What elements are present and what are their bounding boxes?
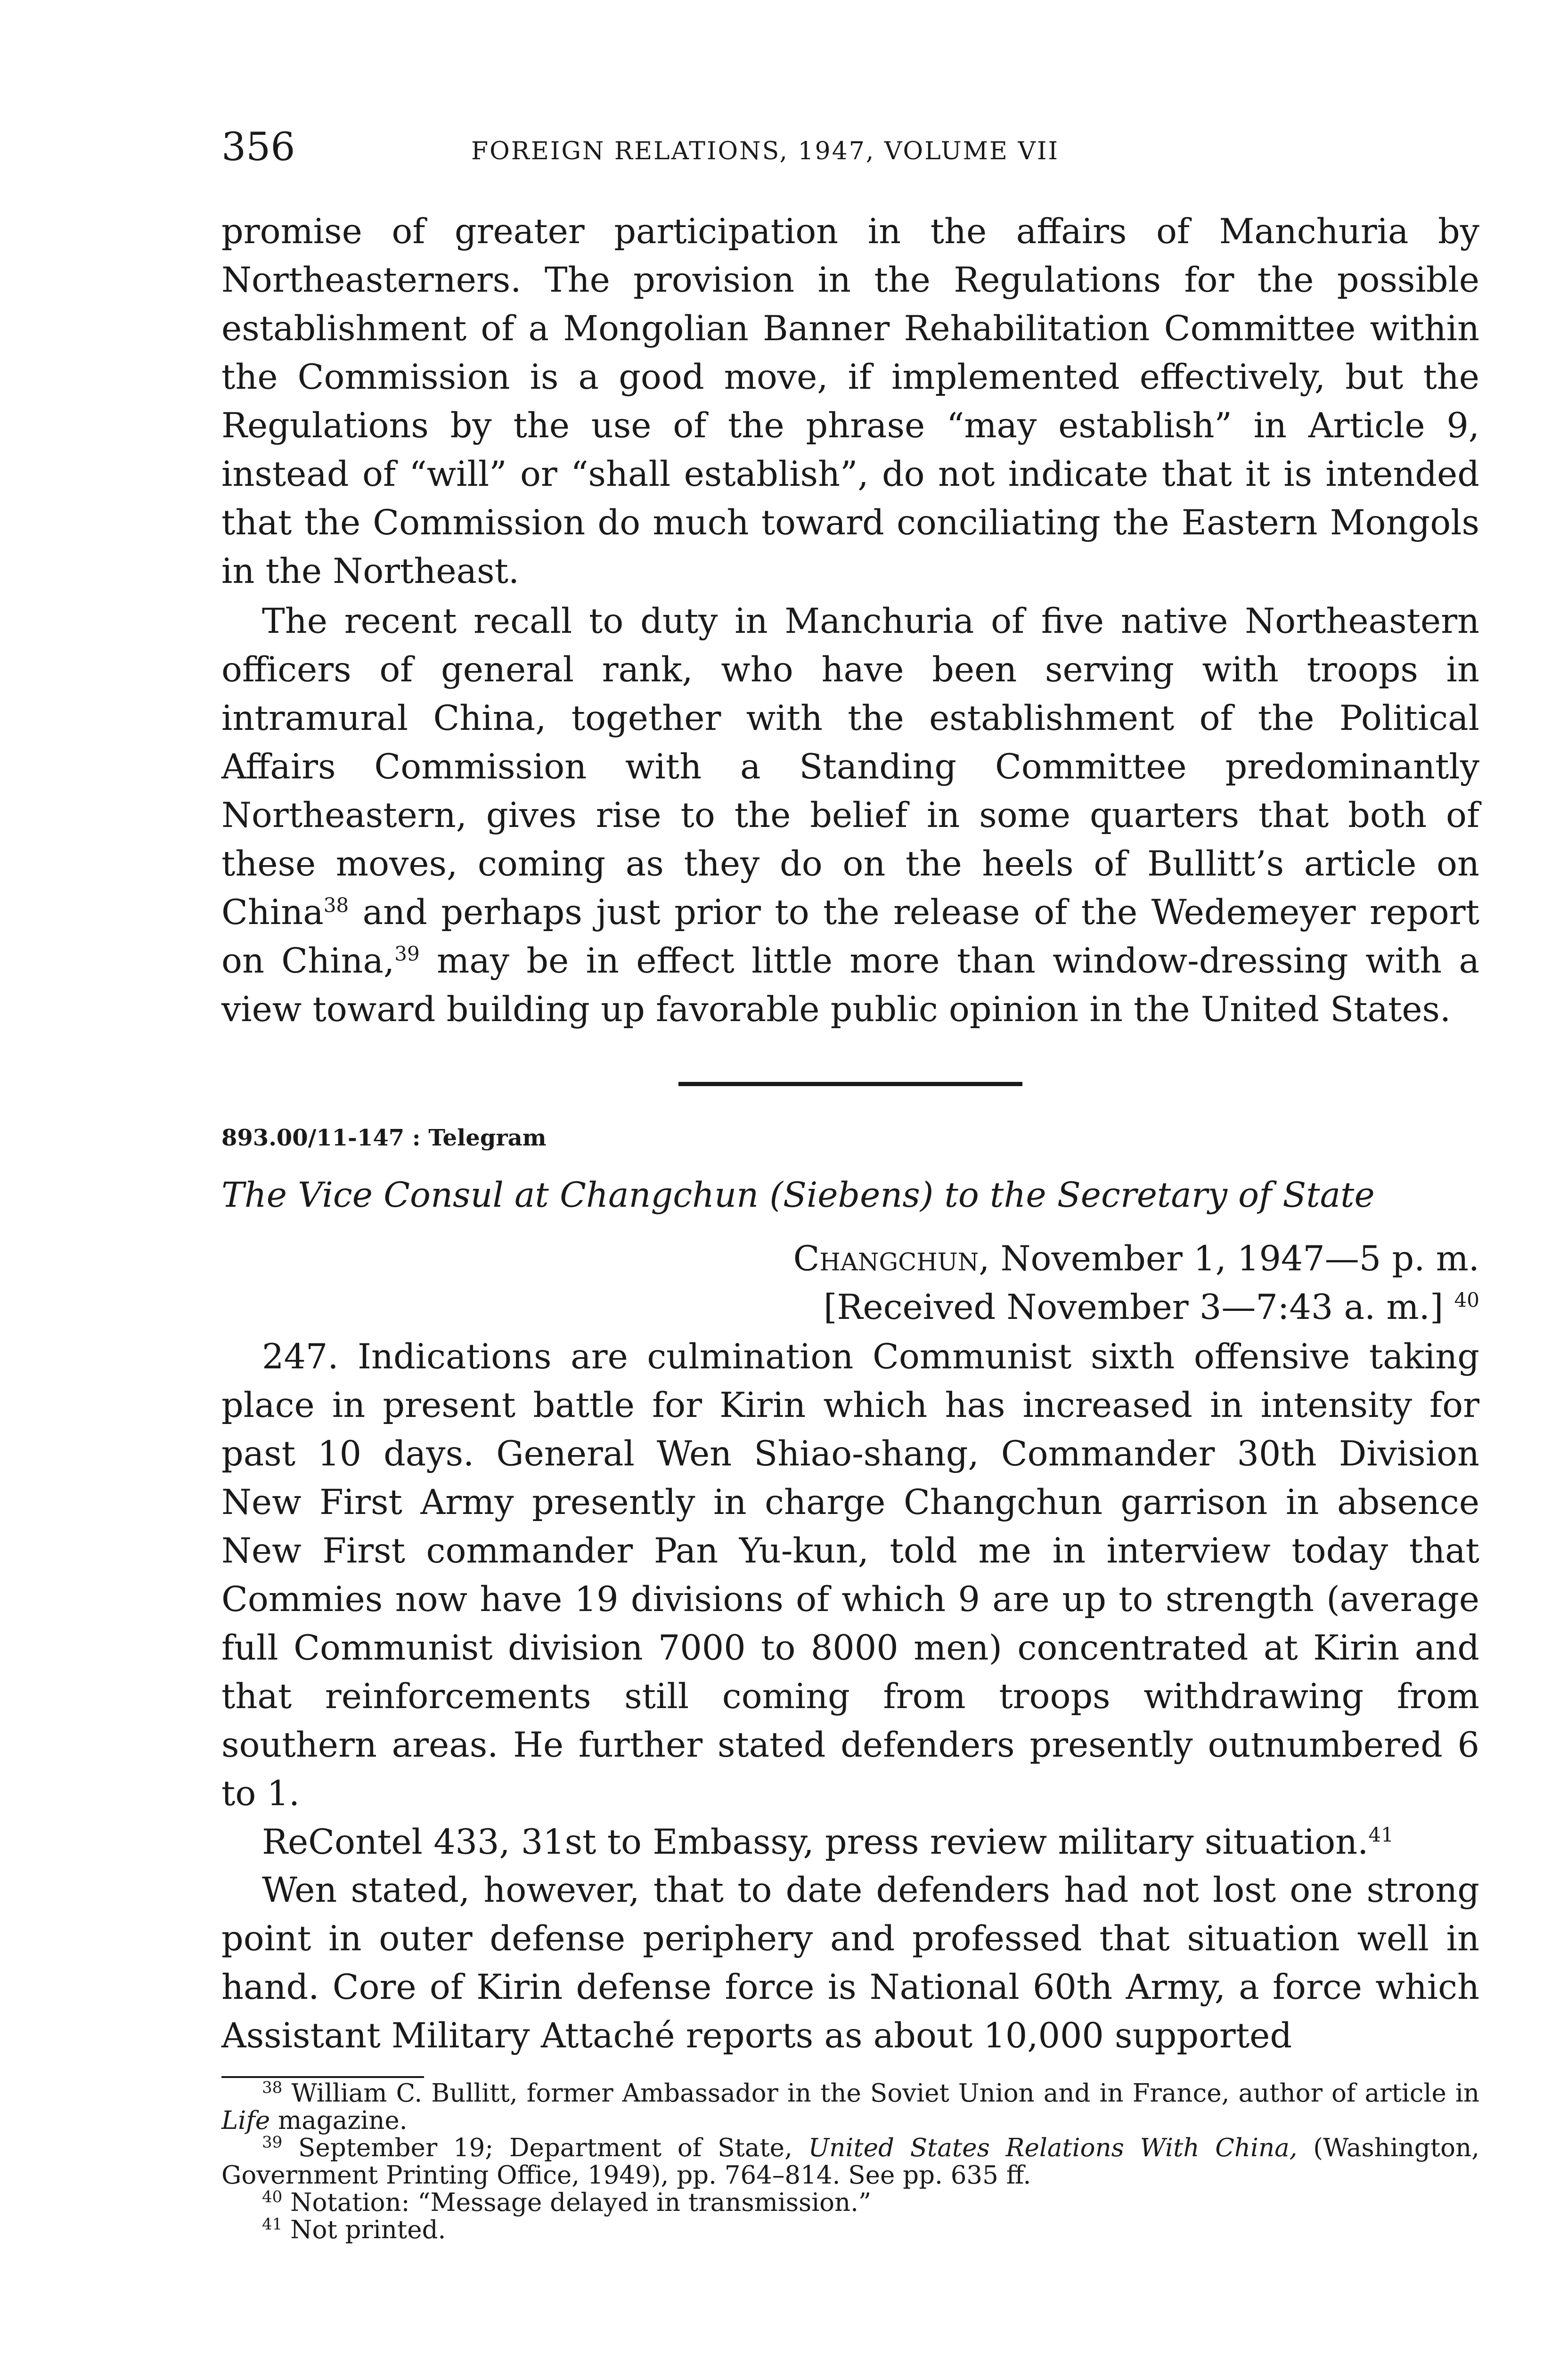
paragraph-2-text-c: may be in effect little more than window-dressing with a view toward building up favorable public opinion in the United States. — [221, 941, 1479, 1030]
file-reference: 893.00/11-147 : Telegram — [221, 1125, 547, 1151]
document-title: The Vice Consul at Changchun (Siebens) to the Secretary of State — [221, 1175, 1375, 1215]
footnote-number: 40 — [262, 2187, 283, 2207]
footnote-ref-41: 41 — [1368, 1823, 1394, 1847]
footnote-text: United States Relations With China, — [808, 2134, 1298, 2162]
running-head: FOREIGN RELATIONS, 1947, VOLUME VII — [471, 137, 1060, 165]
footnote-text: September 19; Department of State, — [298, 2134, 808, 2162]
dateline — [793, 1235, 1479, 1332]
dateline-date: , November 1, 1947—5 p. m. — [979, 1239, 1479, 1279]
paragraph-3: 247. Indications are culmination Communist sixth offensive taking place in present battle for Kirin which has increased in intensity for past 10 days. General Wen Shiao-shang, Commander 30th Division New First Army presently in charge Changchun garrison in absence New First commander Pan Yu-kun, told me in interview today that Commies now have 19 divisions of which 9 are up to strength (average full Communist division 7000 to 8000 men) concentrated at Kirin and that reinforcements still coming from troops withdrawing from southern areas. He further stated defenders presently outnumbered 6 to 1. — [221, 1337, 1479, 1814]
received-note: [Received November 3—7:43 a. m.] — [823, 1287, 1444, 1327]
footnote-40 — [221, 2189, 1479, 2217]
footnote-text: Notation: “Message delayed in transmission.” — [290, 2188, 872, 2217]
dateline-place: Changchun — [793, 1239, 979, 1279]
footnote-divider — [221, 2076, 424, 2078]
footnote-39 — [221, 2135, 1479, 2189]
footnote-text: (Washington, Government Printing Office, 1949), pp. 764–814. See pp. 635 ff. — [221, 2134, 1479, 2190]
footnote-ref-39: 39 — [394, 942, 420, 965]
page-header — [221, 122, 1479, 173]
footnote-ref-38: 38 — [323, 893, 349, 917]
footnote-number: 38 — [262, 2078, 283, 2097]
footnotes — [221, 2080, 1479, 2244]
footnote-41 — [221, 2217, 1479, 2244]
paragraph-4 — [221, 1818, 1479, 1866]
paragraph-2 — [221, 597, 1479, 1034]
footnote-text: Not printed. — [290, 2216, 446, 2244]
footnote-number: 39 — [262, 2133, 283, 2152]
paragraph-5: Wen stated, however, that to date defenders had not lost one strong point in outer defense periphery and professed that situation well in hand. Core of Kirin defense force is National 60th Army, a force which Assistant Military Attaché reports as about 10,000 supported — [221, 1870, 1479, 2056]
paragraph-1: promise of greater participation in the affairs of Manchuria by Northeasterners. The provision in the Regulations for the possible establishment of a Mongolian Banner Rehabilitation Committee within the Commission is a good move, if implemented effectively, but the Regulations by the use of the phrase “may establish” in Article 9, instead of “will” or “shall establish”, do not indicate that it is intended that the Commission do much toward conciliating the Eastern Mongols in the Northeast. — [221, 212, 1479, 591]
footnote-text: magazine. — [270, 2106, 408, 2135]
paragraph-4-text: ReContel 433, 31st to Embassy, press review military situation. — [262, 1822, 1369, 1862]
footnote-ref-40: 40 — [1454, 1288, 1479, 1312]
footnote-number: 41 — [262, 2215, 283, 2234]
footnote-text: Life — [221, 2106, 270, 2135]
page-number: 356 — [221, 125, 295, 170]
paragraph-2-text-b: and perhaps just prior to the release of the Wedemeyer report on China, — [221, 892, 1479, 981]
section-divider — [678, 1082, 1022, 1086]
paragraph-2-text-a: The recent recall to duty in Manchuria of five native Northeastern officers of general rank, who have been serving with troops in intramural China, together with the establishment of the Political Affairs Commission with a Standing Committee predominantly Northeastern, gives rise to the belief in some quarters that both of these moves, coming as they do on the heels of Bullitt’s article on China — [221, 601, 1479, 933]
footnote-38 — [221, 2080, 1479, 2135]
footnote-text: William C. Bullitt, former Ambassador in the Soviet Union and in France, author of article in — [291, 2079, 1479, 2108]
